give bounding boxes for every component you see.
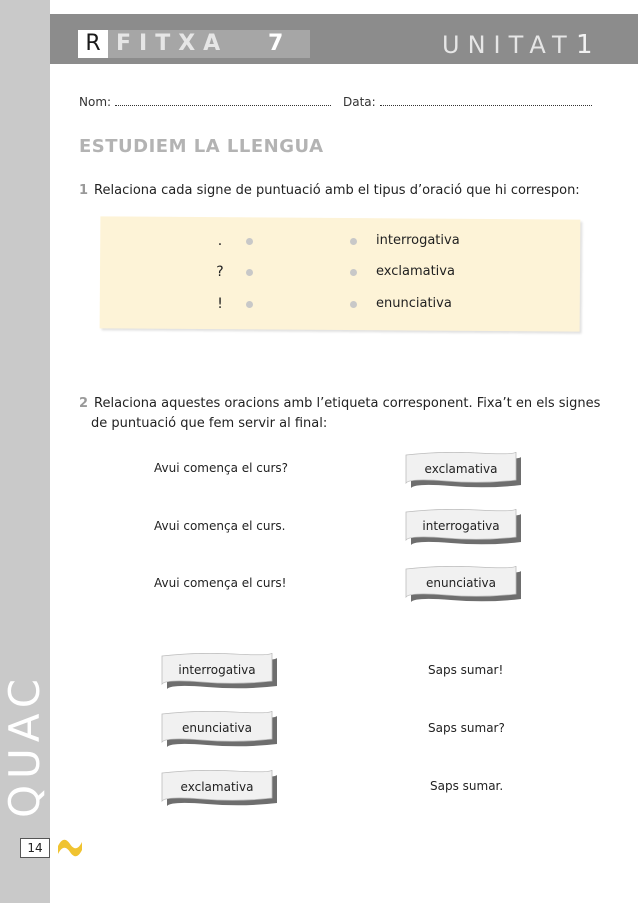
date-blank[interactable]: [380, 95, 592, 106]
exercise-2-number: 2: [79, 396, 89, 411]
exercise-1-text: Relaciona cada signe de puntuació amb el tipus d’oració que hi correspon:: [94, 183, 580, 198]
page-number: 14: [20, 838, 50, 858]
match-dot-right-1[interactable]: [350, 238, 357, 245]
tag-a-enunciativa[interactable]: [404, 566, 522, 602]
type-label-interrogativa: interrogativa: [376, 233, 460, 248]
page-header: [50, 14, 638, 64]
tag-b-exclamativa[interactable]: [160, 770, 278, 806]
fitxa-label-box: [78, 30, 310, 58]
exercise-2-text-line2: de puntuació que fem servir al final:: [91, 416, 328, 431]
tag-b-enunciativa[interactable]: [160, 711, 278, 747]
exercise-2-text-line1: Relaciona aquestes oracions amb l’etiqueta corresponent. Fixa’t en els signes: [94, 396, 601, 411]
tag-a-label-2: interrogativa: [422, 519, 500, 533]
tag-a-label-1: exclamativa: [424, 462, 498, 476]
type-label-exclamativa: exclamativa: [376, 264, 455, 279]
symbol-exclamation: !: [217, 296, 223, 312]
tag-b-interrogativa[interactable]: [160, 653, 278, 689]
exercise-2-instruction: [79, 394, 609, 434]
date-label: Data:: [343, 95, 376, 109]
sentence-a-3: Avui comença el curs!: [154, 576, 287, 590]
tag-a-exclamativa[interactable]: [404, 452, 522, 488]
date-field[interactable]: [343, 95, 592, 109]
name-field[interactable]: [79, 95, 331, 109]
sentence-a-2: Avui comença el curs.: [154, 519, 286, 533]
fitxa-number: 7: [268, 31, 284, 56]
exercise-1-instruction: [79, 181, 609, 201]
tag-b-label-2: enunciativa: [182, 721, 252, 735]
sentence-b-2: Saps sumar?: [428, 721, 505, 735]
match-dot-left-1[interactable]: [246, 238, 253, 245]
symbol-period: .: [217, 233, 223, 249]
matching-box: [100, 216, 581, 331]
name-blank[interactable]: [115, 95, 331, 106]
fitxa-word: FITXA: [116, 31, 229, 56]
fitxa-type-letter: R: [78, 30, 108, 58]
tag-b-label-1: interrogativa: [178, 663, 256, 677]
sentence-a-1: Avui comença el curs?: [154, 461, 289, 475]
unitat-word: UNITAT: [442, 31, 575, 59]
match-dot-right-3[interactable]: [350, 301, 357, 308]
tag-a-label-3: enunciativa: [426, 576, 496, 590]
tag-a-interrogativa[interactable]: [404, 509, 522, 545]
wave-icon: [56, 836, 84, 858]
symbol-question: ?: [216, 264, 224, 280]
tag-b-label-3: exclamativa: [180, 780, 254, 794]
unitat-number: 1: [576, 30, 593, 60]
match-dot-left-2[interactable]: [246, 269, 253, 276]
match-dot-left-3[interactable]: [246, 301, 253, 308]
sentence-b-1: Saps sumar!: [428, 663, 504, 677]
match-dot-right-2[interactable]: [350, 269, 357, 276]
exercise-1-number: 1: [79, 183, 89, 198]
type-label-enunciativa: enunciativa: [376, 296, 452, 311]
name-label: Nom:: [79, 95, 112, 109]
sidebar-brand-text: QUAC: [0, 672, 49, 818]
sentence-b-3: Saps sumar.: [430, 779, 504, 793]
section-title: ESTUDIEM LA LLENGUA: [79, 136, 324, 157]
